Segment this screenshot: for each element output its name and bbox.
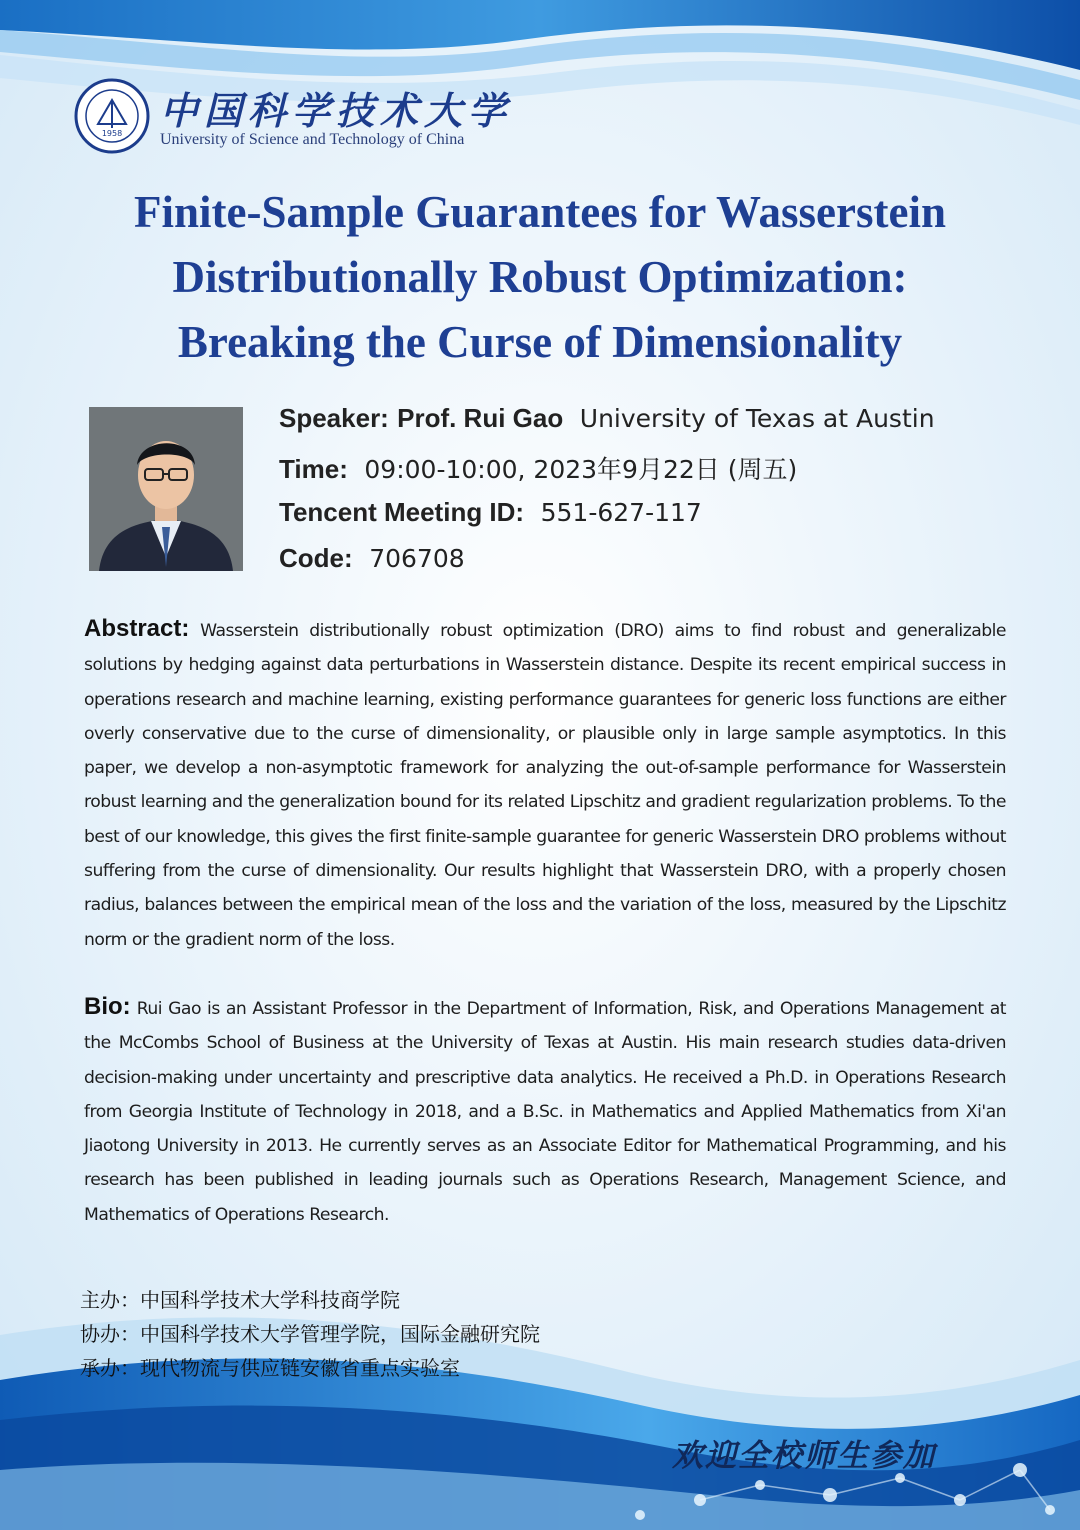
code-label: Code: [279,543,353,573]
time-value: 09:00-10:00, 2023年9月22日 (周五) [364,455,798,484]
organizer-undertaker: 承办：现代物流与供应链安徽省重点实验室 [80,1356,460,1380]
speaker-affiliation: University of Texas at Austin [579,404,935,433]
organizer-co-host: 协办：中国科学技术大学管理学院，国际金融研究院 [80,1322,540,1346]
bio-section [84,990,1006,1232]
speaker-line [279,403,935,434]
time-label: Time: [279,454,348,484]
speaker-label: Speaker: [279,403,389,433]
university-name-cn: 中国科学技术大学 [160,88,513,133]
university-name-en: University of Science and Technology of China [160,131,465,148]
meeting-line [279,497,702,528]
bio-text: Rui Gao is an Assistant Professor in the Department of Information, Risk, and Operations Management at the McCombs School of Business at the University of Texas at Austin. His main research studies data-driven decision-making under uncertainty and prescriptive data analytics. He received a Ph.D. in Operations Research from Georgia Institute of Technology in 2018, and a B.Sc. in Mathematics and Applied Mathematics from Xi'an Jiaotong University in 2013. He currently serves as an Associate Editor for Mathematical Programming, and his research has been published in leading journals such as Operations Research, Management Science, and Mathematics of Operations Research. [84,999,1006,1225]
bio-label: Bio: [84,993,131,1020]
title-line-3: Breaking the Curse of Dimensionality [177,317,903,367]
university-logo [74,78,150,154]
code-line [279,543,465,574]
title-line-2: Distributionally Robust Optimization: [172,252,908,302]
time-line [279,450,797,486]
abstract-label: Abstract: [84,615,190,642]
meeting-code[interactable]: 706708 [369,544,465,573]
title-line-1: Finite-Sample Guarantees for Wasserstein [133,187,947,237]
speaker-name: Prof. Rui Gao [397,403,564,433]
speaker-photo [89,407,243,571]
meeting-id[interactable]: 551-627-117 [540,498,702,527]
talk-title [60,180,1020,375]
welcome-text: 欢迎全校师生参加 [672,1438,936,1474]
abstract-text: Wasserstein distributionally robust optimization (DRO) aims to find robust and generalizable solutions by hedging against data perturbations in Wasserstein distance. Despite its recent empirical success in operations research and machine learning, existing performance guarantees for generic loss functions are either overly conservative due to the curse of dimensionality, or plausible only in large sample asymptotics. In this paper, we develop a non-asymptotic framework for analyzing the out-of-sample performance for Wasserstein robust learning and the generalization bound for its related Lipschitz and gradient regularization problems. To the best of our knowledge, this gives the first finite-sample guarantee for generic Wasserstein DRO problems without suffering from the curse of dimensionality. Our results highlight that Wasserstein DRO, with a properly chosen radius, balances between the empirical mean of the loss and the variation of the loss, measured by the Lipschitz norm or the gradient norm of the loss. [84,621,1007,950]
organizer-host: 主办：中国科学技术大学科技商学院 [80,1288,400,1312]
logo-year: 1958 [101,129,123,138]
abstract-section [84,612,1006,957]
meeting-label: Tencent Meeting ID: [279,497,525,527]
